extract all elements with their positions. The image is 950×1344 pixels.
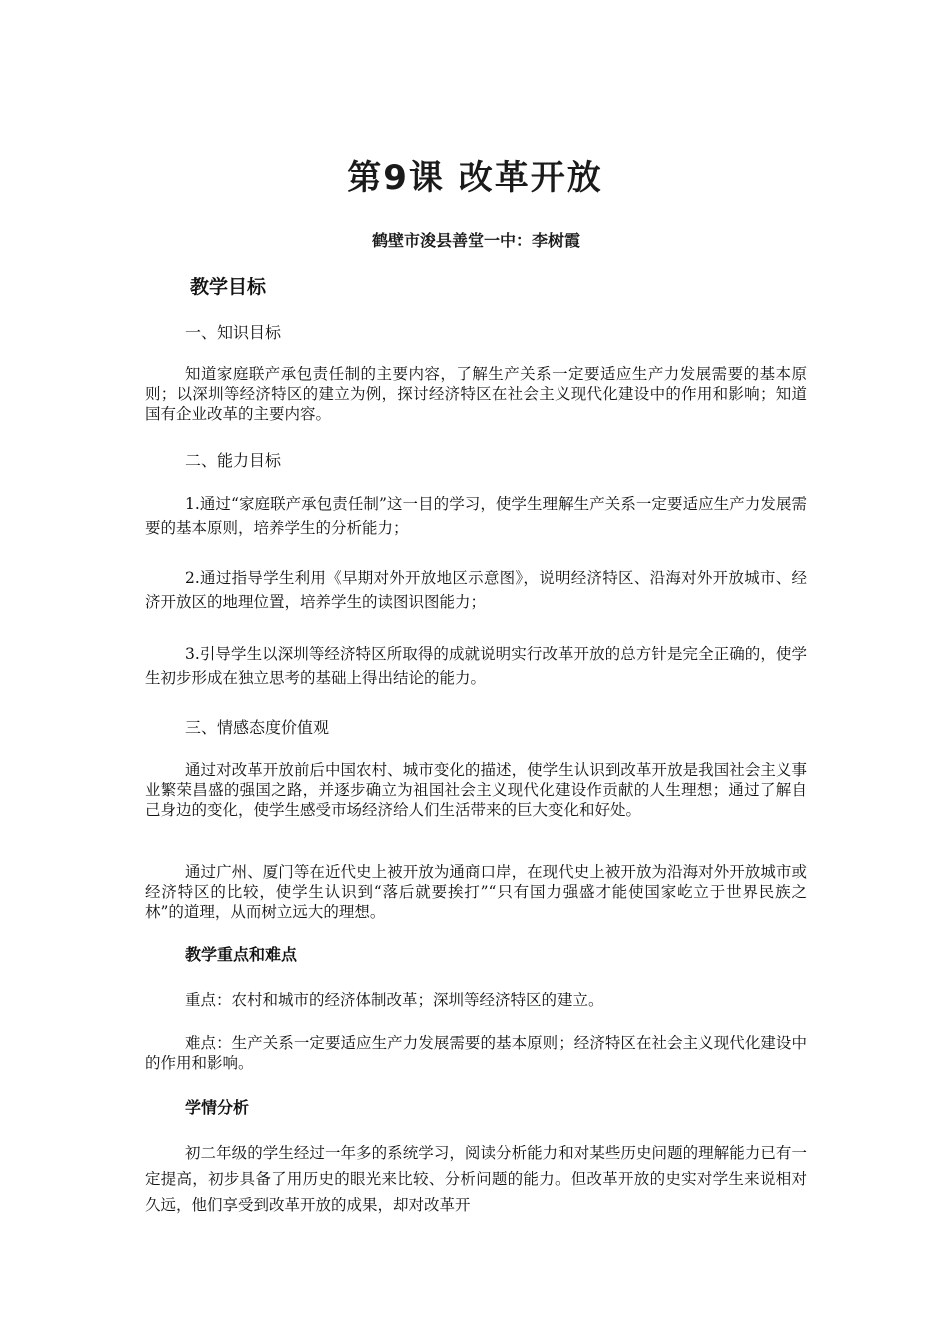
emotion-heading: 三、情感态度价值观	[185, 718, 330, 737]
analysis-paragraph: 初二年级的学生经过一年多的系统学习，阅读分析能力和对某些历史问题的理解能力已有一定提高，初步具备了用历史的眼光来比较、分析问题的能力。但改革开放的史实对学生来说相对久远，他们享受到改革开放的成果，却对改革开	[145, 1144, 807, 1214]
objectives-heading: 教学目标	[190, 276, 267, 298]
key-point-paragraph: 重点：农村和城市的经济体制改革；深圳等经济特区的建立。	[185, 991, 604, 1009]
difficult-point-paragraph: 难点：生产关系一定要适应生产力发展需要的基本原则；经济特区在社会主义现代化建设中的作用和影响。	[145, 1034, 807, 1072]
emotion-paragraph-2: 通过广州、厦门等在近代史上被开放为通商口岸，在现代史上被开放为沿海对外开放城市或经济特区的比较，使学生认识到“落后就要挨打”“只有国力强盛才能使国家屹立于世界民族之林”的道理，从而树立远大的理想。	[145, 863, 807, 921]
ability-heading: 二、能力目标	[185, 451, 282, 470]
author-line: 鹤壁市浚县善堂一中：李树霞	[372, 231, 581, 250]
page-title: 第9课 改革开放	[347, 158, 603, 198]
ability-item-1: 1.通过“家庭联产承包责任制”这一目的学习，使学生理解生产关系一定要适应生产力发展需要的基本原则，培养学生的分析能力；	[145, 495, 807, 537]
knowledge-heading: 一、知识目标	[185, 323, 282, 342]
key-points-heading: 教学重点和难点	[185, 945, 298, 964]
analysis-heading: 学情分析	[185, 1098, 250, 1117]
knowledge-paragraph: 知道家庭联产承包责任制的主要内容，了解生产关系一定要适应生产力发展需要的基本原则；以深圳等经济特区的建立为例，探讨经济特区在社会主义现代化建设中的作用和影响；知道国有企业改革的主要内容。	[145, 365, 807, 423]
emotion-paragraph-1: 通过对改革开放前后中国农村、城市变化的描述，使学生认识到改革开放是我国社会主义事业繁荣昌盛的强国之路，并逐步确立为祖国社会主义现代化建设作贡献的人生理想；通过了解自己身边的变化，使学生感受市场经济给人们生活带来的巨大变化和好处。	[145, 761, 807, 819]
ability-item-3: 3.引导学生以深圳等经济特区所取得的成就说明实行改革开放的总方针是完全正确的，使学生初步形成在独立思考的基础上得出结论的能力。	[145, 645, 807, 687]
ability-item-2: 2.通过指导学生利用《早期对外开放地区示意图》，说明经济特区、沿海对外开放城市、经济开放区的地理位置，培养学生的读图识图能力；	[145, 569, 807, 611]
